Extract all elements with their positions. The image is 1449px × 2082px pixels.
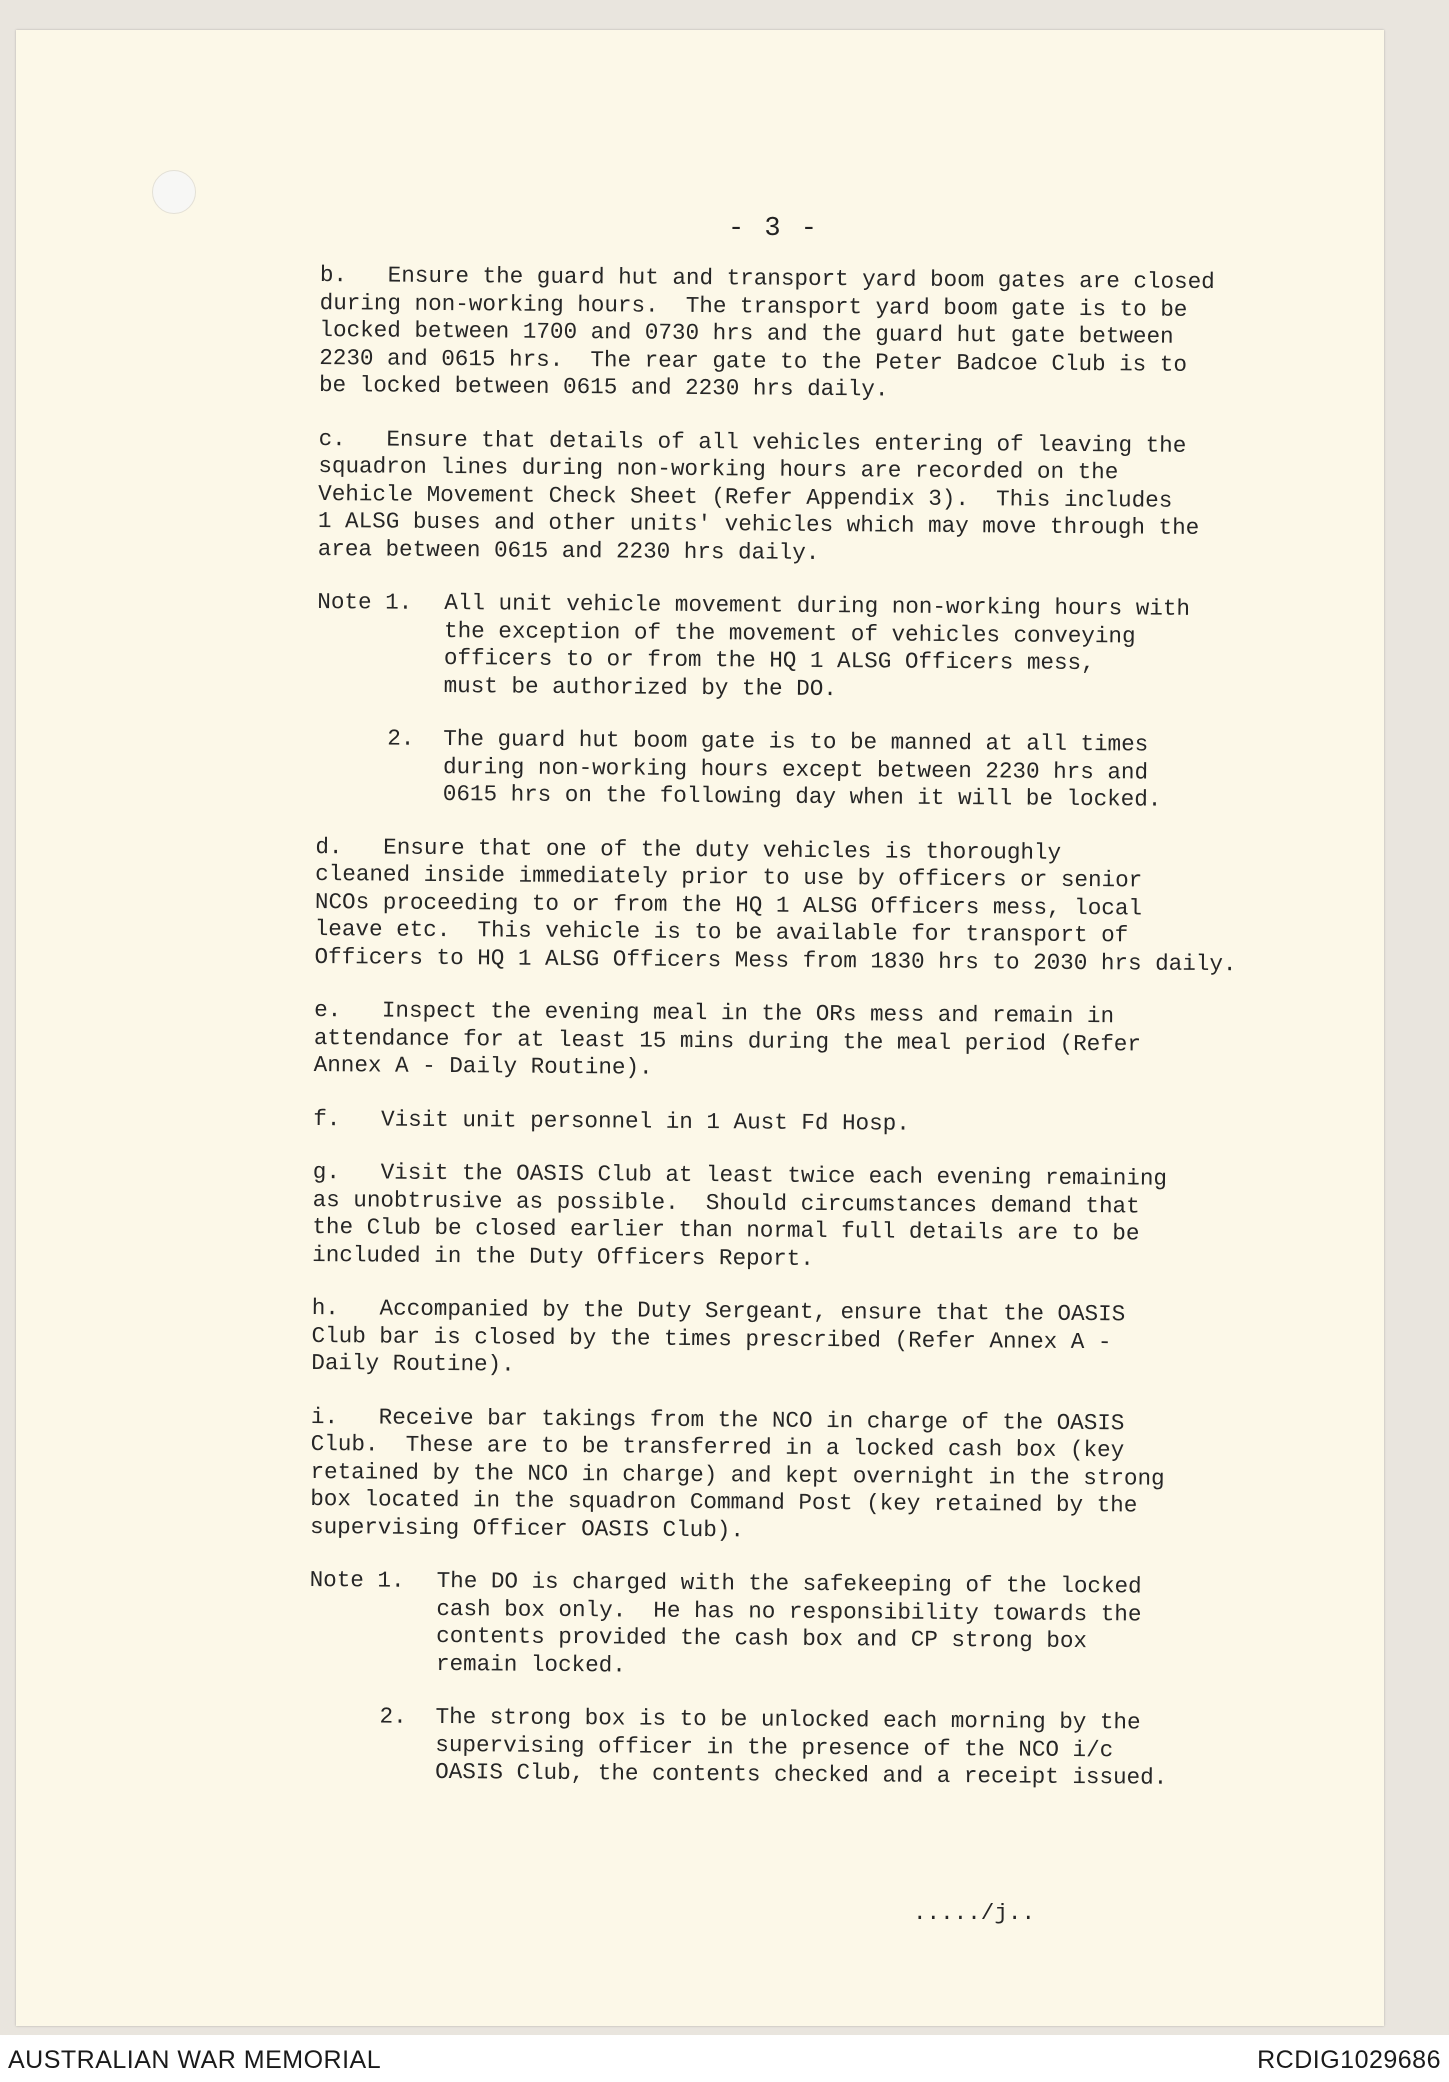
continuation-marker: ...../j.. <box>913 1900 1036 1926</box>
note-c-1 <box>317 589 1318 707</box>
note-text: The strong box is to be unlocked each morning by the supervising officer in the presence of the NCO i/c OASIS Club, the contents checked and a receipt issued. <box>435 1703 1168 1791</box>
note-text: The guard hut boom gate is to be manned at all times during non-working hours except between 2230 hrs and 0615 hrs on the following day when it will be locked. <box>442 725 1162 813</box>
note-label: 2. <box>379 1703 407 1730</box>
page-number: - 3 - <box>728 214 820 244</box>
paragraph-c: c. Ensure that details of all vehicles entering of leaving the squadron lines during non-working hours are recorded on the Vehicle Movement Check Sheet (Refer Appendix 3). This includes 1 ALSG buses and other units' vehicles which may move through the area between 0615 and 2230 hrs daily. <box>317 425 1200 566</box>
paragraph-i: i. Receive bar takings from the NCO in charge of the OASIS Club. These are to be transferred in a locked cash box (key retained by the NCO in charge) and kept overnight in the strong box located in the squadron Command Post (key retained by the supervising Officer OASIS Club). <box>309 1403 1165 1543</box>
paragraph-e: e. Inspect the evening meal in the ORs mess and remain in attendance for at least 15 mins during the meal period (Refer Annex A - Daily Routine). <box>313 996 1142 1081</box>
note-i-1 <box>309 1567 1310 1685</box>
punch-hole <box>152 170 196 214</box>
note-label: 2. <box>387 725 415 752</box>
note-label: Note 1. <box>309 1566 405 1594</box>
paragraph-h: h. Accompanied by the Duty Sergeant, ensure that the OASIS Club bar is closed by the times prescribed (Refer Annex A - Daily Routine). <box>311 1294 1126 1378</box>
note-text: All unit vehicle movement during non-working hours with the exception of the movement of vehicles conveying officers to or from the HQ 1 ALSG Officers mess, must be authorized by the DO. <box>443 589 1191 702</box>
archive-footer <box>0 2040 1449 2082</box>
paragraph-d: d. Ensure that one of the duty vehicles is thoroughly cleaned inside immediately prior to use by officers or senior NCOs proceeding to or from the HQ 1 ALSG Officers mess, local leave etc. This vehicle is to be available for transport of Officers to HQ 1 ALSG Officers Mess from 1830 hrs to 2030 hrs daily. <box>314 833 1237 977</box>
footer-institution: AUSTRALIAN WAR MEMORIAL <box>8 2046 382 2074</box>
paragraph-b: b. Ensure the guard hut and transport yard boom gates are closed during non-working hours. The transport yard boom gate is to be locked between 1700 and 0730 hrs and the guard hut gate between 2230 and 0615 hrs. The rear gate to the Peter Badcoe Club is to be locked between 0615 and 2230 hrs daily. <box>318 262 1215 403</box>
paragraph-g: g. Visit the OASIS Club at least twice each evening remaining as unobtrusive as possible. Should circumstances demand that the Club be closed earlier than normal full details are to be included in the Duty Officers Report. <box>312 1158 1168 1272</box>
paragraph-f: f. Visit unit personnel in 1 Aust Fd Hosp. <box>313 1105 910 1137</box>
note-c-2 <box>316 725 1317 815</box>
note-text: The DO is charged with the safekeeping of the locked cash box only. He has no responsibility towards the contents provided the cash box and CP strong box remain locked. <box>435 1567 1142 1678</box>
note-label: Note 1. <box>317 588 413 616</box>
note-i-2 <box>308 1703 1309 1793</box>
footer-record-id: RCDIG1029686 <box>1257 2046 1441 2074</box>
document-body <box>308 262 1320 1819</box>
